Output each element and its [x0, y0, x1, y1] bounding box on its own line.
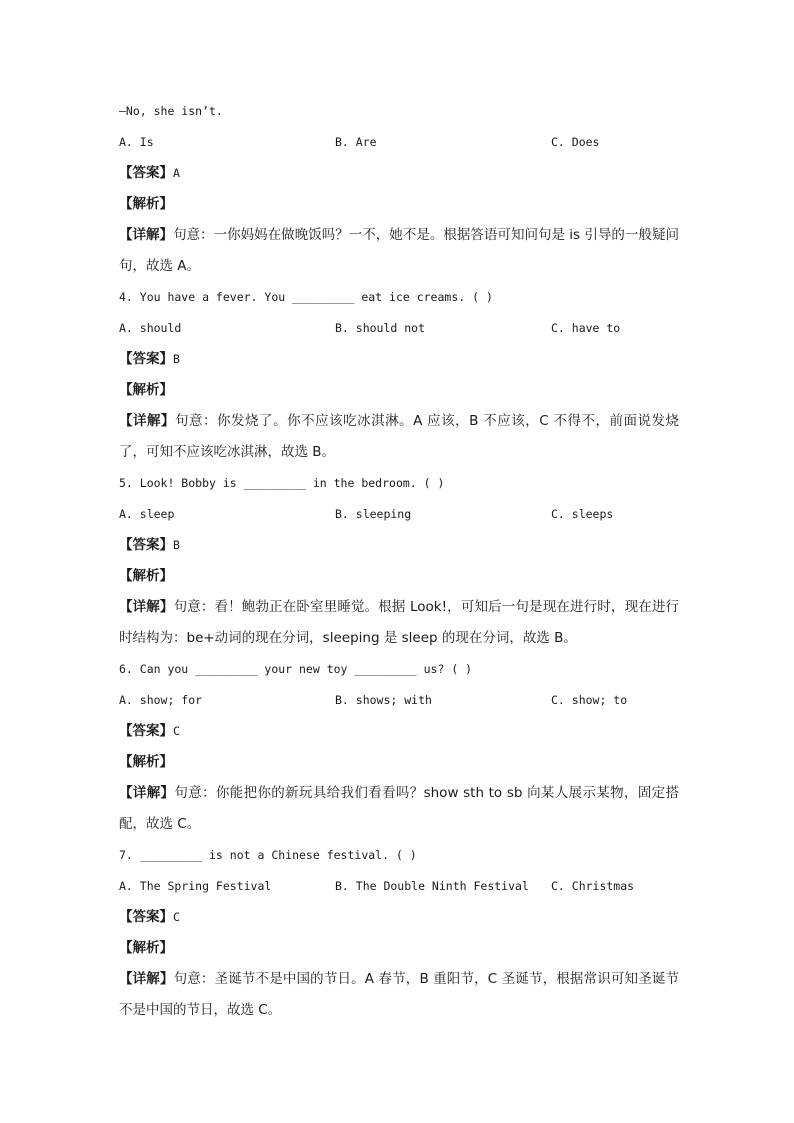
- option-c: C. Christmas: [551, 879, 635, 893]
- options-row: [119, 499, 679, 530]
- option-c: C. sleeps: [551, 507, 614, 521]
- detail-label: 【详解】: [119, 971, 174, 987]
- option-c: C. have to: [551, 321, 621, 335]
- answer-line: [119, 530, 679, 561]
- answer-label: 【答案】: [119, 909, 173, 925]
- option-c: C. Does: [551, 135, 600, 149]
- detail-label: 【详解】: [119, 413, 176, 429]
- detail-paragraph: [119, 778, 679, 840]
- option-b: B. sleeping: [335, 507, 412, 521]
- question-block: [119, 96, 679, 282]
- analysis-label: 【解析】: [119, 754, 173, 770]
- detail-text: 句意：你发烧了。你不应该吃冰淇淋。A 应该，B 不应该，C 不得不，前面说发烧了，可知不应该吃冰淇淋，故选 B。: [119, 413, 680, 460]
- detail-text: 句意：圣诞节不是中国的节日。A 春节，B 重阳节，C 圣诞节，根据常识可知圣诞节不是中国的节日，故选 C。: [119, 971, 680, 1018]
- answer-value: C: [173, 910, 180, 924]
- answer-value: B: [173, 352, 180, 366]
- question-text: —No, she isn’t.: [119, 104, 223, 118]
- detail-label: 【详解】: [119, 599, 174, 615]
- detail-label: 【详解】: [119, 227, 174, 243]
- answer-value: B: [173, 538, 180, 552]
- detail-paragraph: [119, 220, 679, 282]
- option-c: C. show; to: [551, 693, 628, 707]
- detail-label: 【详解】: [119, 785, 175, 801]
- answer-line: [119, 158, 679, 189]
- answer-value: A: [173, 166, 180, 180]
- detail-text: 句意：你能把你的新玩具给我们看看吗？show sth to sb 向某人展示某物，固定搭配，故选 C。: [119, 785, 680, 832]
- option-a: A. show; for: [119, 693, 203, 707]
- analysis-label: 【解析】: [119, 568, 173, 584]
- answer-label: 【答案】: [119, 351, 173, 367]
- option-b: B. The Double Ninth Festival: [335, 879, 529, 893]
- question-text: 5. Look! Bobby is _________ in the bedroom. ( ): [119, 476, 445, 490]
- answer-label: 【答案】: [119, 723, 173, 739]
- document-page: [119, 96, 679, 1026]
- detail-paragraph: [119, 592, 679, 654]
- detail-text: 句意：看！鲍勃正在卧室里睡觉。根据 Look!，可知后一句是现在进行时，现在进行时结构为：be+动词的现在分词，sleeping 是 sleep 的现在分词，故选 B。: [119, 599, 680, 646]
- answer-value: C: [173, 724, 180, 738]
- answer-label: 【答案】: [119, 537, 173, 553]
- answer-line: [119, 716, 679, 747]
- options-row: [119, 685, 679, 716]
- options-row: [119, 313, 679, 344]
- question-block: [119, 468, 679, 654]
- question-block: [119, 282, 679, 468]
- question-text: 7. _________ is not a Chinese festival. ( ): [119, 848, 417, 862]
- option-a: A. sleep: [119, 507, 175, 521]
- option-b: B. Are: [335, 135, 377, 149]
- detail-text: 句意：一你妈妈在做晚饭吗？一不，她不是。根据答语可知问句是 is 引导的一般疑问句，故选 A。: [119, 227, 679, 274]
- question-text: 4. You have a fever. You _________ eat ice creams. ( ): [119, 290, 493, 304]
- detail-paragraph: [119, 406, 679, 468]
- option-b: B. shows; with: [335, 693, 432, 707]
- option-a: A. Is: [119, 135, 154, 149]
- question-block: [119, 840, 679, 1026]
- analysis-label: 【解析】: [119, 196, 173, 212]
- analysis-label: 【解析】: [119, 382, 173, 398]
- question-block: [119, 654, 679, 840]
- answer-label: 【答案】: [119, 165, 173, 181]
- option-a: A. The Spring Festival: [119, 879, 272, 893]
- detail-paragraph: [119, 964, 679, 1026]
- question-text: 6. Can you _________ your new toy _________ us? ( ): [119, 662, 473, 676]
- answer-line: [119, 344, 679, 375]
- analysis-label: 【解析】: [119, 940, 173, 956]
- option-b: B. should not: [335, 321, 426, 335]
- option-a: A. should: [119, 321, 182, 335]
- options-row: [119, 127, 679, 158]
- answer-line: [119, 902, 679, 933]
- options-row: [119, 871, 679, 902]
